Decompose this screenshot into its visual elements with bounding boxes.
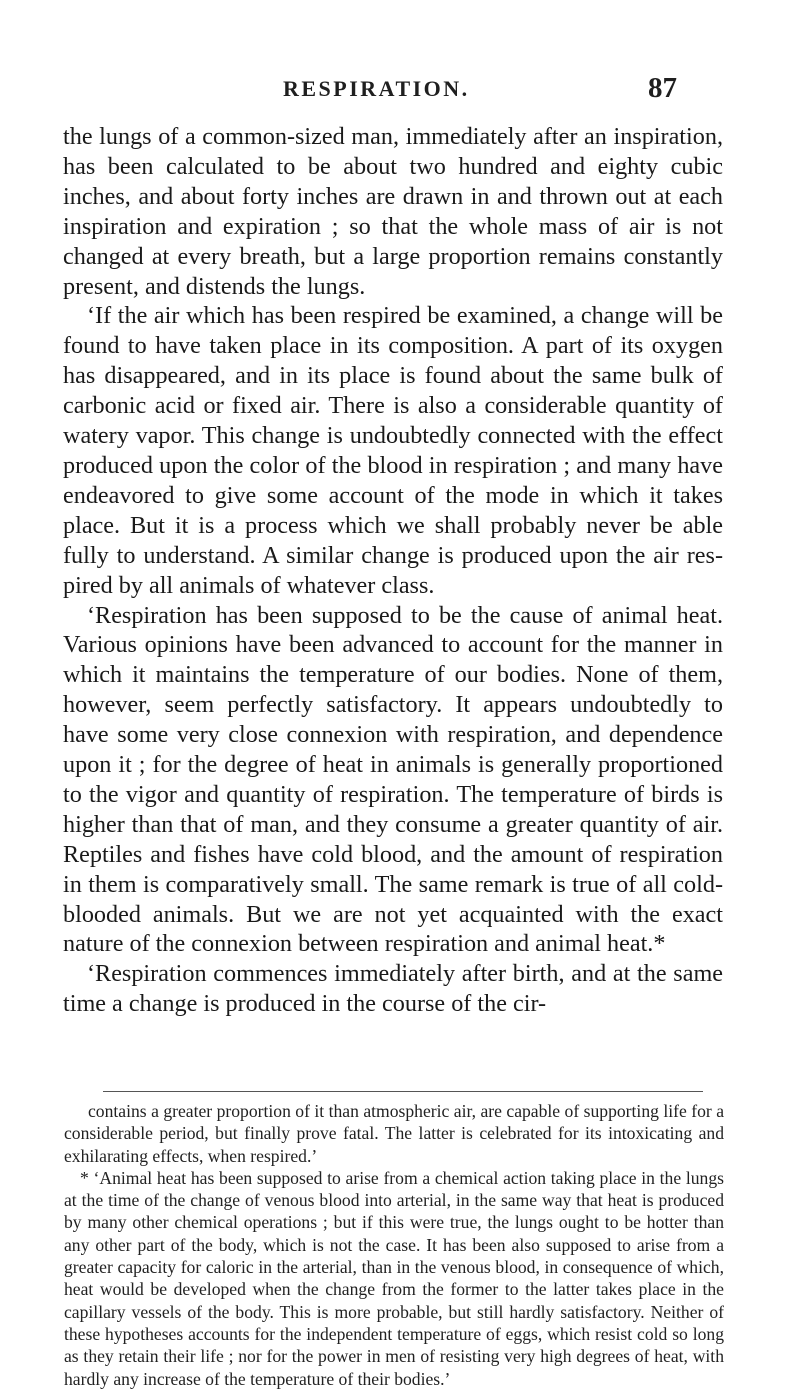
paragraph-3: ‘Respiration has been supposed to be the cause of animal heat. Various opinions have been advanced to account for the manner in which it maintains the temperature of our bodies. None of them, however, seem perfectly satisfactory. It appears undoubtedly to have some very close connexion with respiration, and dependence upon it ; for the degree of heat in animals is generally proportioned to the vigor and quantity of respiration. The temperature of birds is higher than that of man, and they consume a greater quantity of air. Reptiles and fishes have cold blood, and the amount of respiration in them is comparatively small. The same remark is true of all cold-blooded animals. But we are not yet acquainted with the exact nature of the connexion between respiration and animal heat.* (63, 601, 723, 958)
paragraph-4: ‘Respiration commences immediately after birth, and at the same time a change is produced in the course of the cir- (63, 960, 723, 1018)
footnote-divider (103, 1091, 703, 1092)
paragraph-1: the lungs of a common-sized man, immediately after an inspiration, has been calculated to be about two hundred and eighty cubic inches, and about forty inches are drawn in and thrown out at each inspiration and expiration ; so that the whole mass of air is not changed at every breath, but a large proportion remains constantly present, and distends the lungs. (63, 123, 723, 300)
footnote-animal-heat: * ‘Animal heat has been supposed to arise from a chemical action taking place in the lungs at the time of the change of venous blood into arterial, in the same way that heat is produced by many other chemical operations ; but if this were true, the lungs ought to be hotter than any other part of the body, which is not the case. It has been also supposed to arise from a greater capacity for caloric in the arterial, than in the venous blood, in consequence of which, heat would be developed when the change from the former to the latter takes place in the capillary vessels of the body. This is more probable, but still hardly satisfactory. Neither of these hypotheses accounts for the independent temperature of eggs, which resist cold so long as they retain their life ; nor for the power in men of resisting very high degrees of heat, with hardly any increase of the temperature of their bodies.’ (64, 1167, 724, 1389)
body-text (63, 122, 723, 1019)
paragraph-2: ‘If the air which has been respired be examined, a change will be found to have taken place in its composition. A part of its oxygen has disappeared, and in its place is found about the same bulk of carbonic acid or fixed air. There is also a considerable quantity of watery vapor. This change is undoubtedly connected with the effect produced upon the color of the blood in respiration ; and many have endeavored to give some account of the mode in which it takes place. But it is a process which we shall probably never be able fully to understand. A similar change is produced upon the air respired by all animals of whatever class. (63, 302, 723, 599)
running-title: RESPIRATION. (283, 76, 470, 101)
footnote-continuation: contains a greater proportion of it than atmospheric air, are capable of supporting life for a considerable period, but finally prove fatal. The latter is celebrated for its intoxicating and exhilarating effects, when respired.’ (64, 1101, 724, 1166)
running-head (0, 72, 800, 112)
page-number: 87 (648, 72, 677, 104)
footnotes (64, 1100, 724, 1390)
